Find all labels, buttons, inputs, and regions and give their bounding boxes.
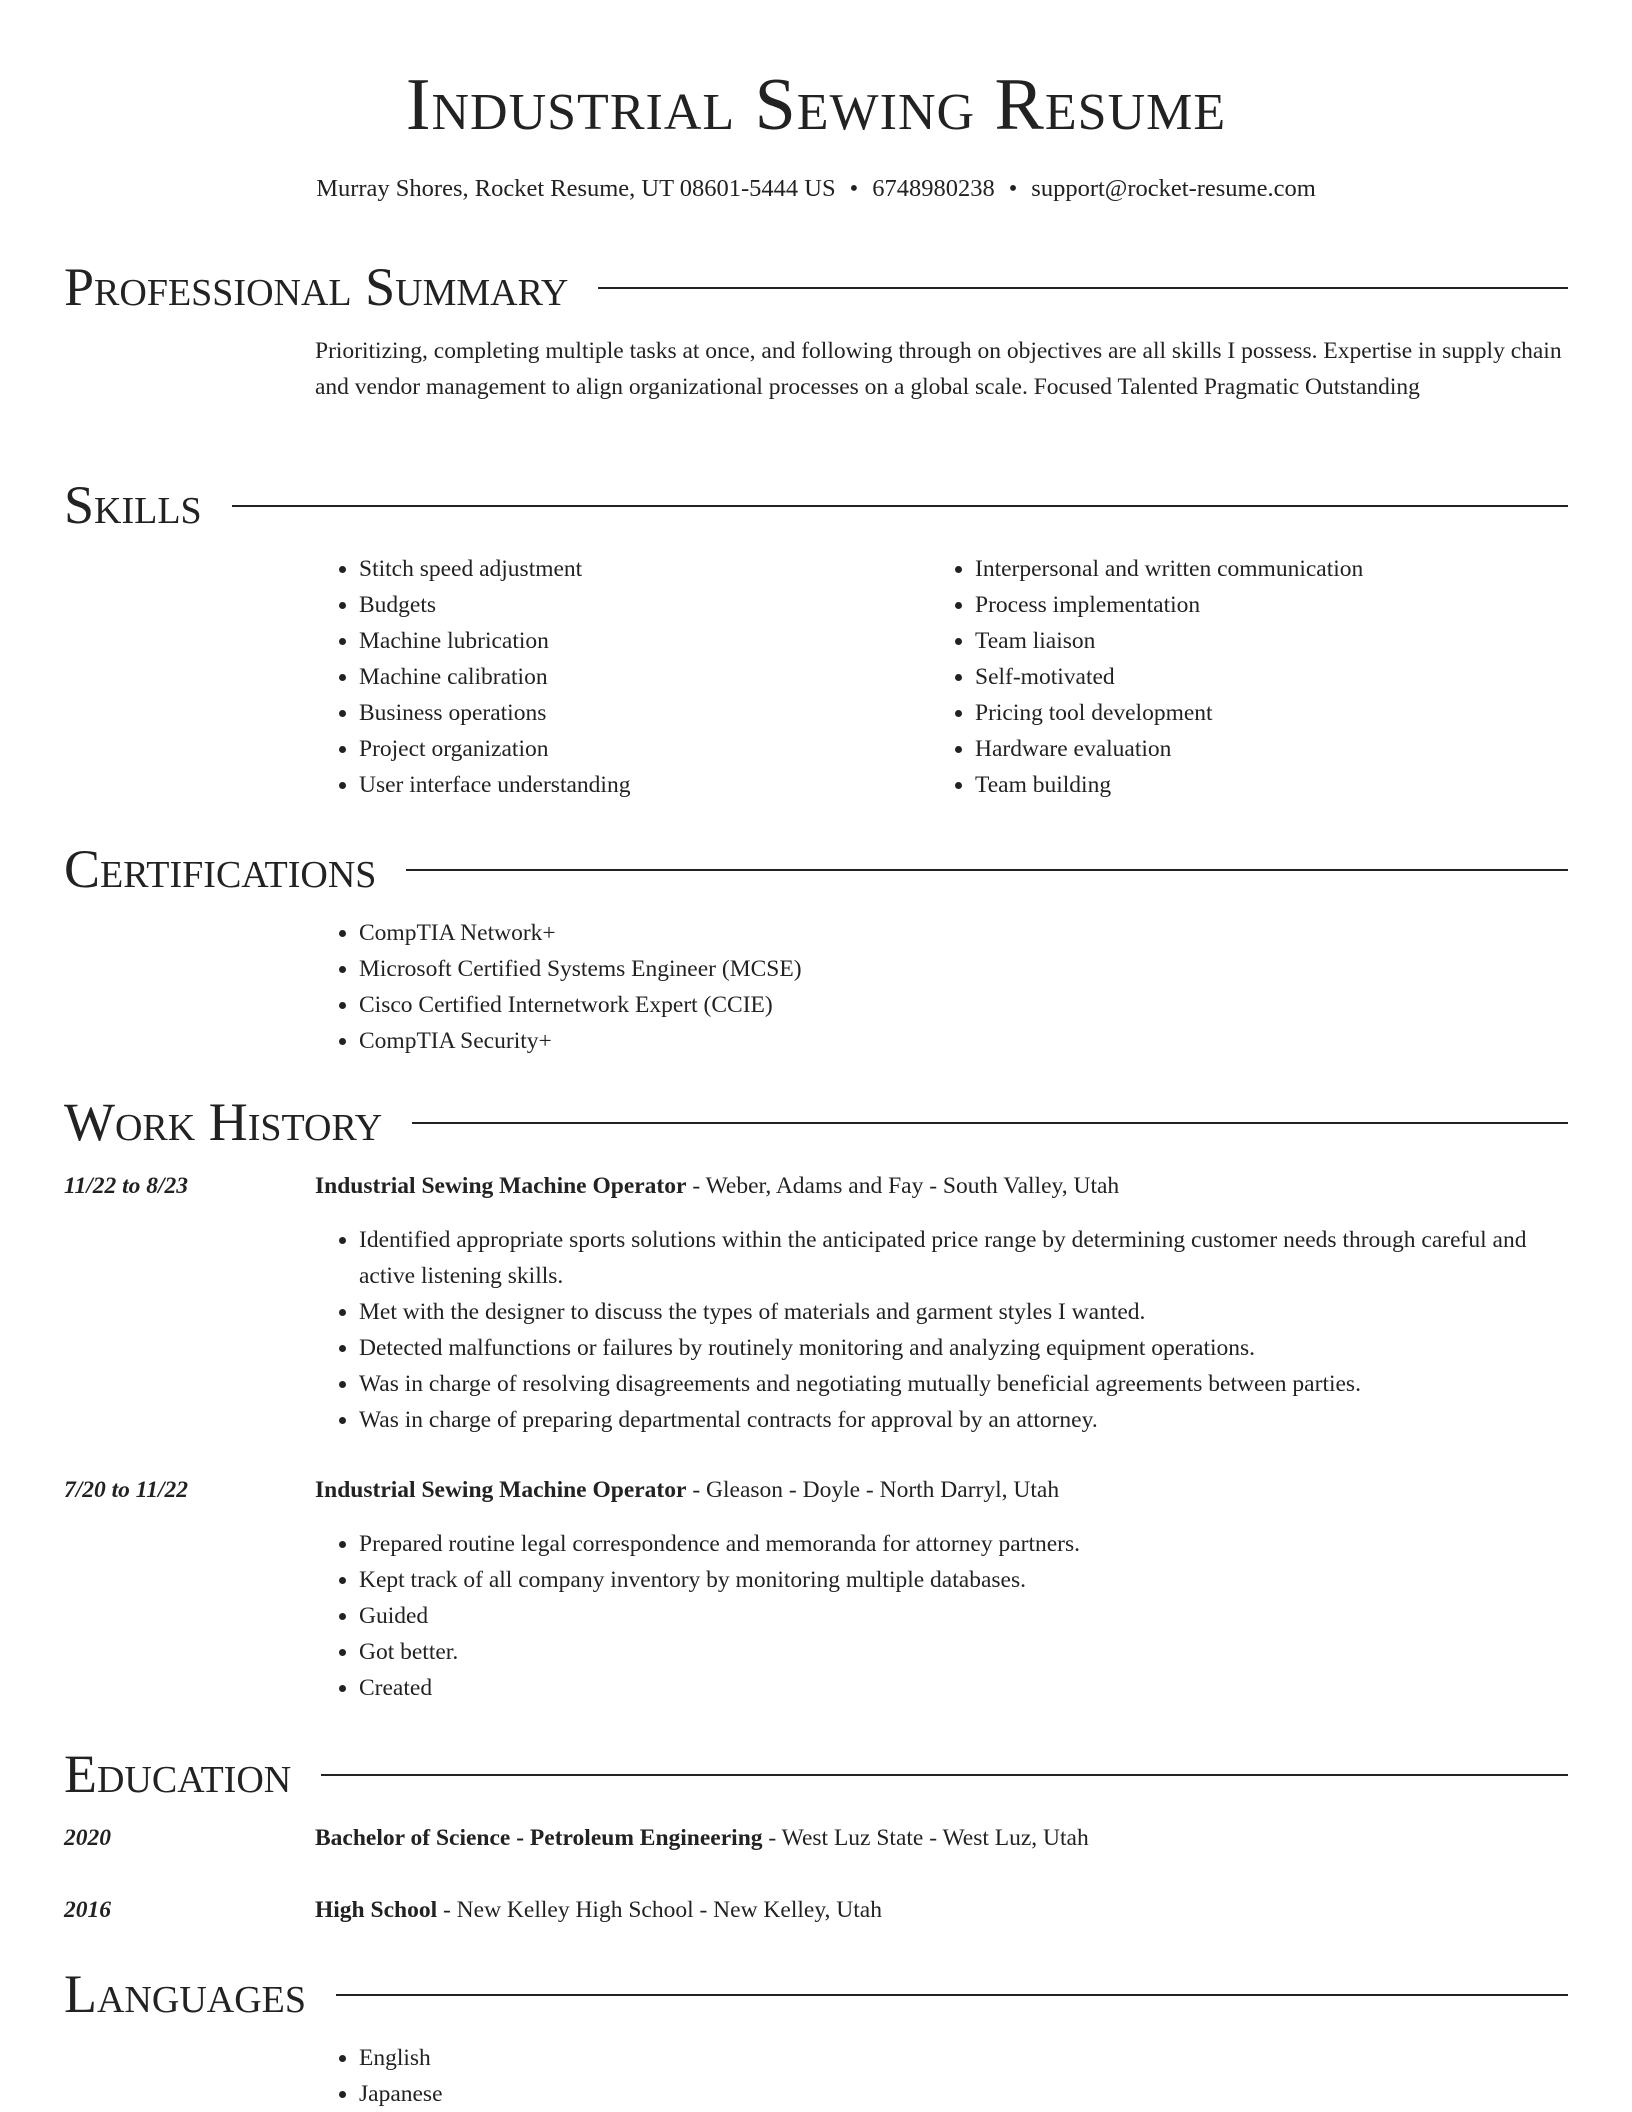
section-header — [64, 1742, 1568, 1806]
job-duty: • Detected malfunctions or failures by routinely monitoring and analyzing equipment operations. — [359, 1330, 1568, 1366]
job-employer: - Gleason - Doyle - North Darryl, Utah — [686, 1477, 1060, 1503]
certification-item: • Microsoft Certified Systems Engineer (MCSE) — [359, 951, 1568, 987]
section-header — [64, 473, 1568, 537]
contact-line — [64, 172, 1568, 206]
job-duties-list — [315, 1222, 1568, 1438]
contact-address: Murray Shores, Rocket Resume, UT 08601-5444 US — [316, 175, 836, 202]
section-divider — [412, 1122, 1568, 1124]
certification-item: • CompTIA Network+ — [359, 915, 1568, 951]
job-duties — [315, 1526, 1568, 1706]
skill-item: • Self-motivated — [975, 659, 1547, 695]
section-header — [64, 1090, 1568, 1154]
job-duty: • Prepared routine legal correspondence and memoranda for attorney partners. — [359, 1526, 1568, 1562]
skill-item: • Interpersonal and written communication — [975, 551, 1547, 587]
section-divider — [406, 869, 1568, 871]
job-duty: • Kept track of all company inventory by monitoring multiple databases. — [359, 1562, 1568, 1598]
education-school: - West Luz State - West Luz, Utah — [762, 1825, 1089, 1851]
job-duties-list — [315, 1526, 1568, 1706]
skill-item: • Pricing tool development — [975, 695, 1547, 731]
languages-section — [64, 1962, 1568, 2112]
resume-title: Industrial Sewing Resume — [405, 64, 1227, 146]
skills-list-left — [315, 551, 931, 803]
section-divider — [321, 1774, 1568, 1776]
education-entry — [64, 1820, 1568, 1856]
summary-body — [315, 333, 1568, 405]
skills-column-right — [931, 551, 1547, 803]
education-section — [64, 1742, 1568, 1928]
skills-list-right — [931, 551, 1547, 803]
summary-section — [64, 255, 1568, 405]
section-divider — [336, 1994, 1568, 1996]
education-entry — [64, 1892, 1568, 1928]
job-duty: • Identified appropriate sports solutions within the anticipated price range by determining customer needs through careful and active listening skills. — [359, 1222, 1568, 1294]
certifications-body — [315, 915, 1568, 1059]
skill-item: • Hardware evaluation — [975, 731, 1547, 767]
education-year: 2016 — [64, 1897, 111, 1923]
section-divider — [598, 287, 1568, 289]
section-title-work-history: Work History — [64, 1092, 383, 1152]
education-year: 2020 — [64, 1825, 111, 1851]
job-detail — [315, 1168, 1568, 1204]
skill-item: • Budgets — [359, 587, 931, 623]
skill-item: • Machine lubrication — [359, 623, 931, 659]
job-employer: - Weber, Adams and Fay - South Valley, Utah — [686, 1173, 1120, 1199]
contact-separator: • — [1008, 175, 1018, 202]
skill-item: • Stitch speed adjustment — [359, 551, 931, 587]
languages-list — [315, 2040, 1568, 2112]
contact-email: support@rocket-resume.com — [1031, 175, 1316, 202]
job-duty: • Was in charge of resolving disagreements and negotiating mutually beneficial agreements between parties. — [359, 1366, 1568, 1402]
contact-phone: 6748980238 — [872, 175, 995, 202]
certifications-list — [315, 915, 1568, 1059]
skill-item: • Business operations — [359, 695, 931, 731]
job-title: Industrial Sewing Machine Operator — [315, 1477, 687, 1503]
job-dates: 11/22 to 8/23 — [64, 1173, 189, 1199]
language-item: • English — [359, 2040, 1568, 2076]
skills-section — [64, 473, 1568, 803]
section-title-summary: Professional Summary — [64, 257, 569, 317]
job-detail — [315, 1472, 1568, 1508]
skill-item: • Project organization — [359, 731, 931, 767]
skill-item: • Team liaison — [975, 623, 1547, 659]
contact-separator: • — [849, 175, 859, 202]
certification-item: • CompTIA Security+ — [359, 1023, 1568, 1059]
languages-body — [315, 2040, 1568, 2112]
education-detail — [315, 1820, 1568, 1856]
section-header — [64, 837, 1568, 901]
work-history-section — [64, 1090, 1568, 1706]
section-title-languages: Languages — [64, 1964, 306, 2024]
language-item: • Japanese — [359, 2076, 1568, 2112]
education-degree: Bachelor of Science - Petroleum Engineering — [315, 1825, 763, 1851]
section-divider — [232, 505, 1568, 507]
job-duty: • Met with the designer to discuss the types of materials and garment styles I wanted. — [359, 1294, 1568, 1330]
skill-item: • Process implementation — [975, 587, 1547, 623]
job-duty: • Guided — [359, 1598, 1568, 1634]
education-degree: High School — [315, 1897, 438, 1923]
job-header — [64, 1168, 1568, 1204]
job-duty: • Got better. — [359, 1634, 1568, 1670]
education-school: - New Kelley High School - New Kelley, Utah — [437, 1897, 882, 1923]
section-header — [64, 1962, 1568, 2026]
job-header — [64, 1472, 1568, 1508]
skills-column-left — [315, 551, 931, 803]
skill-item: • Team building — [975, 767, 1547, 803]
job-duties — [315, 1222, 1568, 1438]
job-dates: 7/20 to 11/22 — [64, 1477, 189, 1503]
job-duty: • Was in charge of preparing departmental contracts for approval by an attorney. — [359, 1402, 1568, 1438]
skill-item: • User interface understanding — [359, 767, 931, 803]
job-entry — [64, 1472, 1568, 1706]
certification-item: • Cisco Certified Internetwork Expert (CCIE) — [359, 987, 1568, 1023]
job-entry — [64, 1168, 1568, 1438]
section-title-certifications: Certifications — [64, 839, 377, 899]
skills-grid — [315, 551, 1568, 803]
certifications-section — [64, 837, 1568, 1059]
summary-text: Prioritizing, completing multiple tasks at once, and following through on objectives are all skills I possess. Expertise in supply chain and vendor management to align organizational processes on a global scale. Focused Talented Pragmatic Outstanding — [315, 338, 1562, 400]
skill-item: • Machine calibration — [359, 659, 931, 695]
section-title-education: Education — [64, 1744, 292, 1804]
job-title: Industrial Sewing Machine Operator — [315, 1173, 687, 1199]
job-duty: • Created — [359, 1670, 1568, 1706]
section-title-skills: Skills — [64, 475, 202, 535]
education-detail — [315, 1892, 1568, 1928]
section-header — [64, 255, 1568, 319]
